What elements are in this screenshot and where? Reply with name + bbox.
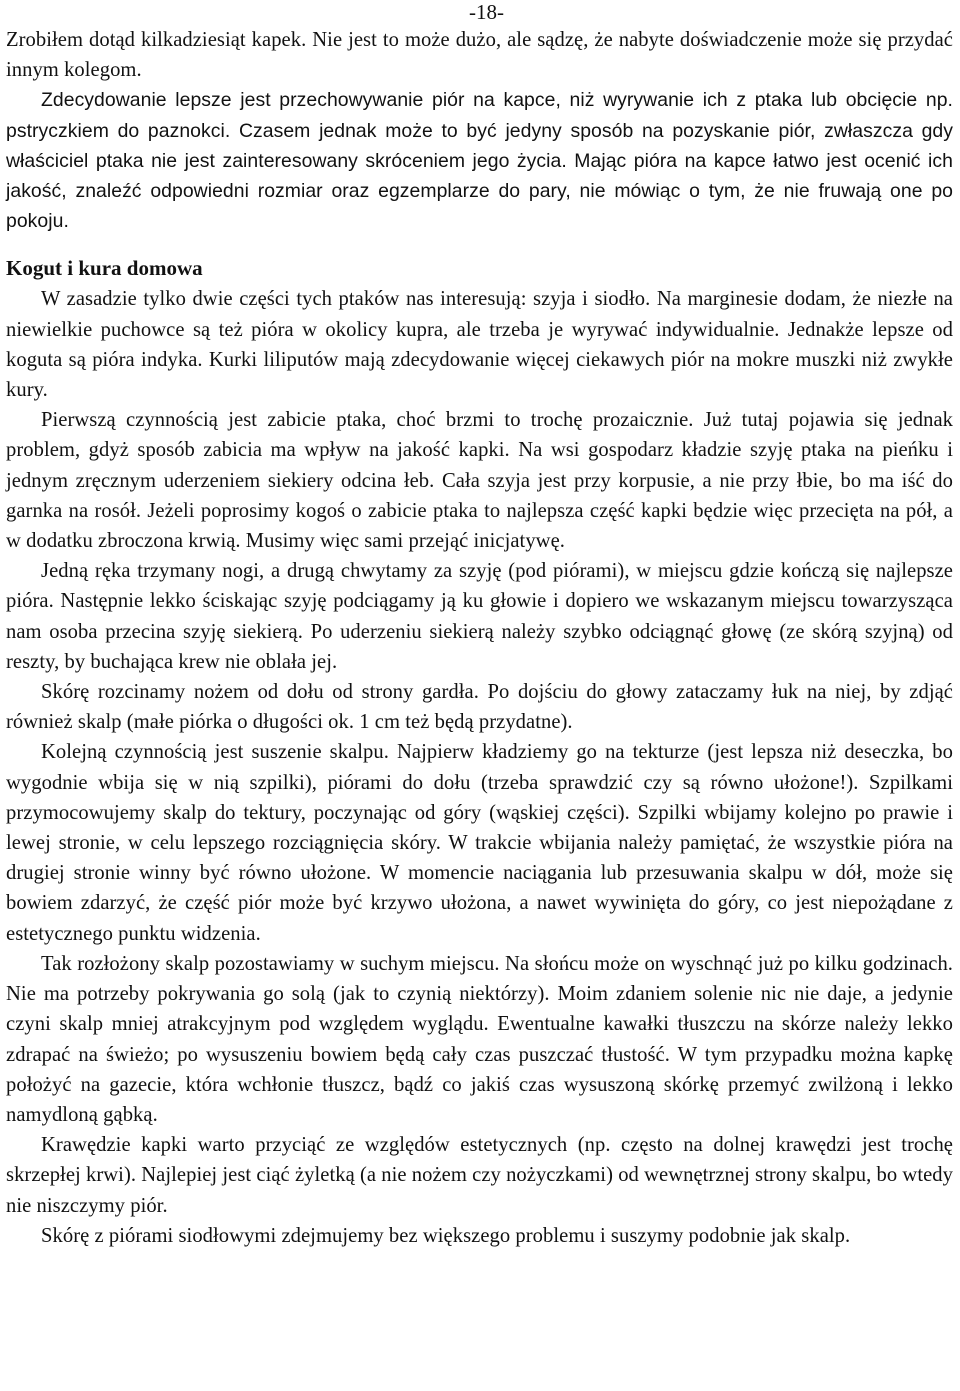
section-paragraph-2: Pierwszą czynnością jest zabicie ptaka, choć brzmi to trochę prozaicznie. Już tutaj pojawia się jednak problem, gdyż sposób zabicia ma wpływ na jakość kapki. Na wsi gospodarz kładzie szyję ptaka na pieńku i jednym zręcznym uderzeniem siekiery odcina łeb. Cała szyja jest przy korpusie, a nie przy łbie, bo ma iść do garnka na rosół. Jeżeli poprosimy kogoś o zabicie ptaka to najlepsza część kapki będzie więc przecięta na pół, a w dodatku zbroczona krwią. Musimy więc sami przejąć inicjatywę. xyxy=(6,409,953,553)
intro-paragraph-2-main: Zdecydowanie lepsze jest przechowywanie piór na kapce, niż wyrywanie ich z ptaka lub obcięcie np. pstryczkiem do paznokci. Czasem jednak może to być jedyny sposób na pozyskanie piór, zwłaszcza gdy właściciel ptaka nie jest zainteresowany skróceniem jego życia. xyxy=(6,89,953,172)
section-paragraph-6: Tak rozłożony skalp pozostawiamy w suchym miejscu. Na słońcu może on wyschnąć już po kilku godzinach. Nie ma potrzeby pokrywania go solą (jak to czynią niektórzy). Moim zdaniem solenie nic nie daje, a jedynie czyni skalp mniej atrakcyjnym pod względem wyglądu. Ewentualne kawałki tłuszczu na skórze należy lekko zdrapać na świeżo; po wysuszeniu bowiem będą cały czas puszczać tłustość. W tym przypadku można kapkę położyć na gazecie, która wchłonie tłuszcz, bądź co jakiś czas wysuszoną skórkę przemyć zwilżoną i lekko namydloną gąbką. xyxy=(6,952,953,1126)
section-paragraph-4: Skórę rozcinamy nożem od dołu od strony gardła. Po dojściu do głowy zataczamy łuk na niej, by zdjąć również skalp (małe piórka o długości ok. 1 cm też będą przydatne). xyxy=(6,681,953,734)
intro-paragraph-1: Zrobiłem dotąd kilkadziesiąt kapek. Nie jest to może dużo, ale sądzę, że nabyte doświadczenie może się przydać innym kolegom. xyxy=(6,29,953,82)
section-paragraph-7: Krawędzie kapki warto przyciąć ze względów estetycznych (np. często na dolnej krawędzi jest trochę skrzepłej krwi). Najlepiej jest ciąć żyletką (a nie nożem czy nożyczkami) od wewnętrznej strony skalpu, bo wtedy nie niszczymy piór. xyxy=(6,1134,953,1217)
section-heading: Kogut i kura domowa xyxy=(6,256,203,281)
section-paragraph-3: Jedną ręka trzymany nogi, a drugą chwytamy za szyję (pod piórami), w miejscu gdzie kończą się najlepsze pióra. Następnie lekko ściskając szyję podciągamy ją ku głowie i dopiero we wskazanym miejscu towarzysząca nam osoba przecina szyję siekierą. Po uderzeniu siekierą należy szybko odciągnąć głowę (ze skórą szyjną) od reszty, by buchająca krew nie oblała jej. xyxy=(6,560,953,673)
section-paragraph-8: Skórę z piórami siodłowymi zdejmujemy bez większego problemu i suszymy podobnie jak skalp. xyxy=(41,1224,851,1247)
intro-paragraph-2-tail: Mając pióra na kapce łatwo jest ocenić ich jakość, znaleźć odpowiedni rozmiar oraz egzemplarze do pary, nie mówiąc o tym, że nie fruwają one po pokoju. xyxy=(6,149,953,233)
intro-paragraph-2 xyxy=(6,85,953,236)
section-paragraph-5: Kolejną czynnością jest suszenie skalpu. Najpierw kładziemy go na tekturze (jest lepsza niż deseczka, bo wygodnie wbija się w nią szpilki), piórami do dołu (trzeba sprawdzić czy są równo ułożone!). Szpilkami przymocowujemy skalp do tektury, poczynając od góry (wąskiej części). Szpilki wbijamy kolejno po prawie i lewej stronie, w celu lepszego rozciągnięcia skóry. W trakcie wbijania należy pamiętać, że wszystkie pióra na drugiej stronie winny być równo ułożone. W momencie naciągania lub przesuwania skalpu w dół, może się bowiem zdarzyć, że część piór może być krzywo ułożona, a nawet wywinięta do góry, co jest niepożądane z estetycznego punktu widzenia. xyxy=(6,741,953,945)
page-number: -18- xyxy=(469,0,504,24)
document-body xyxy=(6,25,953,1251)
section-paragraph-1: W zasadzie tylko dwie części tych ptaków nas interesują: szyja i siodło. Na marginesie dodam, że niezłe na niewielkie puchowce są też pióra w okolicy kupra, ale trzeba je wyrywać indywidualnie. Jednakże lepsze od koguta są pióra indyka. Kurki liliputów mają zdecydowanie więcej ciekawych piór na mokre muszki niż zwykłe kury. xyxy=(6,288,953,402)
